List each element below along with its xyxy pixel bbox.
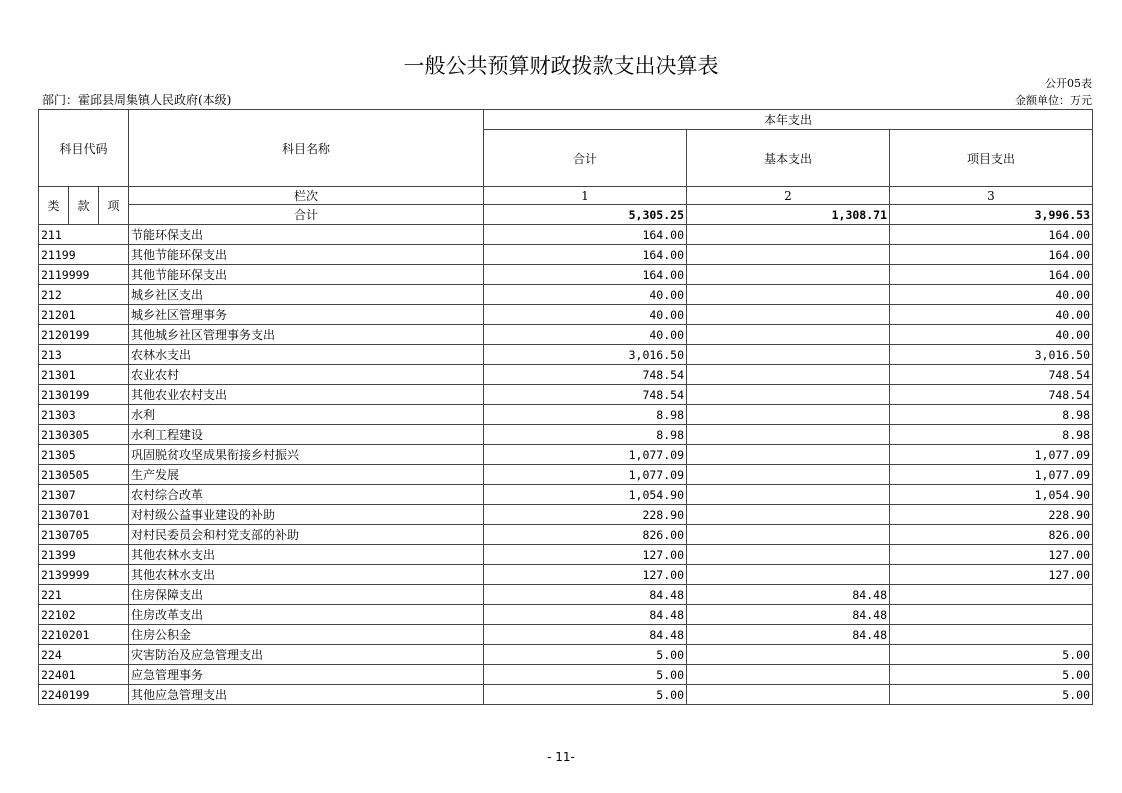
row-total: 127.00 — [484, 565, 687, 585]
row-total: 84.48 — [484, 625, 687, 645]
row-code: 21301 — [39, 365, 129, 385]
row-code: 2210201 — [39, 625, 129, 645]
row-project — [890, 585, 1093, 605]
row-basic: 84.48 — [687, 625, 890, 645]
row-total: 8.98 — [484, 405, 687, 425]
row-code: 211 — [39, 225, 129, 245]
row-total: 40.00 — [484, 285, 687, 305]
row-total: 84.48 — [484, 605, 687, 625]
row-project: 8.98 — [890, 425, 1093, 445]
table-row — [39, 545, 1093, 565]
row-basic — [687, 425, 890, 445]
row-total: 164.00 — [484, 245, 687, 265]
row-project: 5.00 — [890, 665, 1093, 685]
table-row — [39, 345, 1093, 365]
row-total: 40.00 — [484, 325, 687, 345]
table-row — [39, 505, 1093, 525]
row-project: 5.00 — [890, 645, 1093, 665]
row-total: 1,077.09 — [484, 445, 687, 465]
row-basic — [687, 225, 890, 245]
row-name: 住房保障支出 — [129, 585, 484, 605]
row-project: 127.00 — [890, 565, 1093, 585]
row-basic — [687, 245, 890, 265]
page-title: 一般公共预算财政拨款支出决算表 — [403, 54, 719, 78]
row-basic — [687, 305, 890, 325]
row-code: 2119999 — [39, 265, 129, 285]
row-basic — [687, 365, 890, 385]
form-number: 公开05表 — [1045, 77, 1092, 90]
row-code: 2139999 — [39, 565, 129, 585]
row-total: 8.98 — [484, 425, 687, 445]
row-project: 826.00 — [890, 525, 1093, 545]
row-code: 2240199 — [39, 685, 129, 705]
row-total: 84.48 — [484, 585, 687, 605]
row-name: 其他农林水支出 — [129, 545, 484, 565]
row-basic — [687, 325, 890, 345]
row-project — [890, 605, 1093, 625]
row-total: 228.90 — [484, 505, 687, 525]
row-basic — [687, 265, 890, 285]
row-total: 164.00 — [484, 225, 687, 245]
row-project: 5.00 — [890, 685, 1093, 705]
row-name: 其他城乡社区管理事务支出 — [129, 325, 484, 345]
total-value: 5,305.25 — [484, 205, 687, 225]
header-col-3: 3 — [890, 187, 1093, 205]
table-row — [39, 685, 1093, 705]
row-total: 1,054.90 — [484, 485, 687, 505]
row-project: 164.00 — [890, 265, 1093, 285]
row-code: 2130505 — [39, 465, 129, 485]
row-basic — [687, 385, 890, 405]
table-row — [39, 265, 1093, 285]
row-total: 3,016.50 — [484, 345, 687, 365]
row-name: 其他节能环保支出 — [129, 265, 484, 285]
row-name: 水利 — [129, 405, 484, 425]
row-code: 21303 — [39, 405, 129, 425]
row-name: 城乡社区支出 — [129, 285, 484, 305]
table-row — [39, 645, 1093, 665]
row-project: 748.54 — [890, 385, 1093, 405]
row-total: 5.00 — [484, 645, 687, 665]
row-name: 城乡社区管理事务 — [129, 305, 484, 325]
table-row — [39, 225, 1093, 245]
row-name: 对村民委员会和村党支部的补助 — [129, 525, 484, 545]
row-basic — [687, 525, 890, 545]
row-project: 3,016.50 — [890, 345, 1093, 365]
row-project: 1,054.90 — [890, 485, 1093, 505]
row-basic: 84.48 — [687, 585, 890, 605]
row-name: 住房改革支出 — [129, 605, 484, 625]
row-project: 164.00 — [890, 225, 1093, 245]
row-name: 住房公积金 — [129, 625, 484, 645]
table-row — [39, 445, 1093, 465]
row-name: 其他节能环保支出 — [129, 245, 484, 265]
row-basic: 84.48 — [687, 605, 890, 625]
header-basic: 基本支出 — [687, 130, 890, 187]
table-row — [39, 625, 1093, 645]
row-code: 21201 — [39, 305, 129, 325]
row-name: 应急管理事务 — [129, 665, 484, 685]
table-row — [39, 285, 1093, 305]
row-project: 164.00 — [890, 245, 1093, 265]
row-project: 8.98 — [890, 405, 1093, 425]
row-code: 221 — [39, 585, 129, 605]
table-row — [39, 565, 1093, 585]
row-name: 巩固脱贫攻坚成果衔接乡村振兴 — [129, 445, 484, 465]
header-col-2: 2 — [687, 187, 890, 205]
row-project: 748.54 — [890, 365, 1093, 385]
table-row — [39, 425, 1093, 445]
table-row — [39, 245, 1093, 265]
header-lei: 类 — [39, 187, 69, 225]
row-basic — [687, 485, 890, 505]
row-code: 22102 — [39, 605, 129, 625]
row-total: 748.54 — [484, 385, 687, 405]
row-code: 21307 — [39, 485, 129, 505]
row-total: 1,077.09 — [484, 465, 687, 485]
row-project: 40.00 — [890, 305, 1093, 325]
row-project: 127.00 — [890, 545, 1093, 565]
row-project: 1,077.09 — [890, 465, 1093, 485]
header-xiang: 项 — [99, 187, 129, 225]
header-total: 合计 — [484, 130, 687, 187]
row-name: 农林水支出 — [129, 345, 484, 365]
row-project — [890, 625, 1093, 645]
row-code: 2130705 — [39, 525, 129, 545]
row-project: 40.00 — [890, 325, 1093, 345]
department-label: 部门：霍邱县周集镇人民政府(本级) — [42, 93, 232, 107]
row-name: 生产发展 — [129, 465, 484, 485]
table-row — [39, 385, 1093, 405]
row-name: 其他农林水支出 — [129, 565, 484, 585]
row-basic — [687, 505, 890, 525]
table-row — [39, 465, 1093, 485]
row-basic — [687, 665, 890, 685]
expenditure-table — [38, 109, 1093, 705]
row-basic — [687, 685, 890, 705]
row-project: 228.90 — [890, 505, 1093, 525]
row-name: 其他农业农村支出 — [129, 385, 484, 405]
row-basic — [687, 405, 890, 425]
row-name: 灾害防治及应急管理支出 — [129, 645, 484, 665]
row-code: 21199 — [39, 245, 129, 265]
row-code: 213 — [39, 345, 129, 365]
row-basic — [687, 345, 890, 365]
header-column-no: 栏次 — [129, 187, 484, 205]
row-total: 5.00 — [484, 665, 687, 685]
row-code: 21305 — [39, 445, 129, 465]
row-name: 农村综合改革 — [129, 485, 484, 505]
row-code: 2120199 — [39, 325, 129, 345]
row-name: 节能环保支出 — [129, 225, 484, 245]
row-total: 164.00 — [484, 265, 687, 285]
row-basic — [687, 465, 890, 485]
total-row — [39, 205, 1093, 225]
header-project: 项目支出 — [890, 130, 1093, 187]
row-code: 2130305 — [39, 425, 129, 445]
table-row — [39, 365, 1093, 385]
row-project: 1,077.09 — [890, 445, 1093, 465]
total-project-value: 3,996.53 — [890, 205, 1093, 225]
table-row — [39, 605, 1093, 625]
amount-unit: 金额单位：万元 — [1015, 94, 1092, 107]
table-row — [39, 405, 1093, 425]
table-row — [39, 665, 1093, 685]
row-total: 5.00 — [484, 685, 687, 705]
row-code: 2130199 — [39, 385, 129, 405]
row-name: 对村级公益事业建设的补助 — [129, 505, 484, 525]
row-code: 21399 — [39, 545, 129, 565]
header-code: 科目代码 — [39, 110, 129, 187]
header-col-1: 1 — [484, 187, 687, 205]
row-code: 2130701 — [39, 505, 129, 525]
total-label: 合计 — [129, 205, 484, 225]
row-project: 40.00 — [890, 285, 1093, 305]
row-basic — [687, 285, 890, 305]
page-number: - 11- — [547, 750, 575, 764]
table-row — [39, 485, 1093, 505]
row-total: 127.00 — [484, 545, 687, 565]
table-row — [39, 305, 1093, 325]
table-row — [39, 525, 1093, 545]
row-basic — [687, 545, 890, 565]
row-total: 748.54 — [484, 365, 687, 385]
row-name: 水利工程建设 — [129, 425, 484, 445]
row-code: 212 — [39, 285, 129, 305]
row-code: 22401 — [39, 665, 129, 685]
table-row — [39, 585, 1093, 605]
row-name: 其他应急管理支出 — [129, 685, 484, 705]
table-row — [39, 325, 1093, 345]
row-basic — [687, 645, 890, 665]
total-basic-value: 1,308.71 — [687, 205, 890, 225]
row-code: 224 — [39, 645, 129, 665]
header-current-year: 本年支出 — [484, 110, 1093, 130]
row-basic — [687, 565, 890, 585]
row-total: 826.00 — [484, 525, 687, 545]
header-kuan: 款 — [69, 187, 99, 225]
row-name: 农业农村 — [129, 365, 484, 385]
header-name: 科目名称 — [129, 110, 484, 187]
row-basic — [687, 445, 890, 465]
row-total: 40.00 — [484, 305, 687, 325]
